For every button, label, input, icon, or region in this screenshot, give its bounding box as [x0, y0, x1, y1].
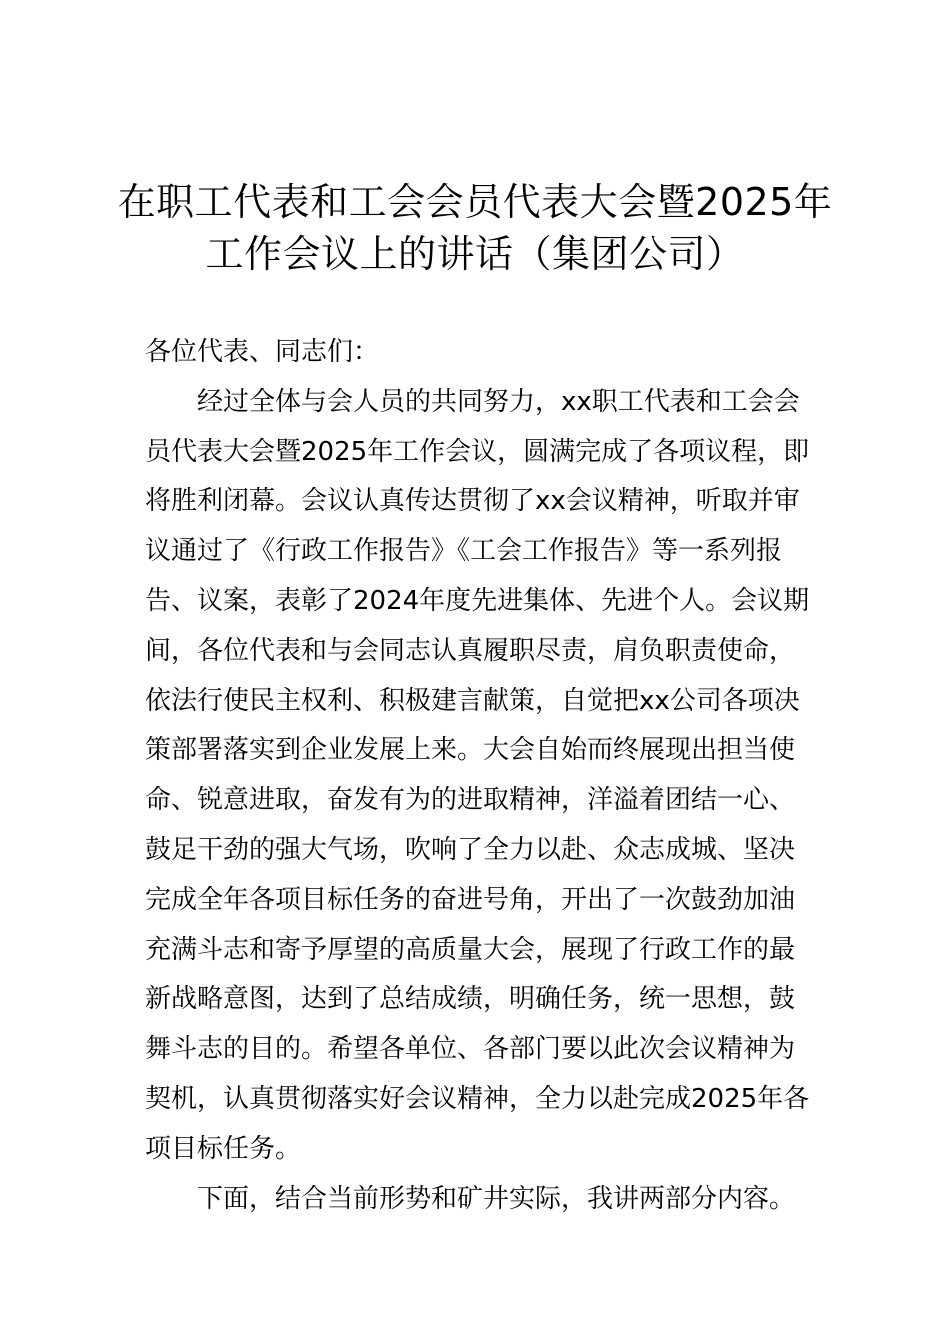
- paragraph-line: 将胜利闭幕。会议认真传达贯彻了xx会议精神，听取并审: [145, 486, 800, 517]
- document-title: [90, 176, 860, 280]
- paragraph-line: 告、议案，表彰了2024年度先进集体、先进个人。会议期: [145, 585, 810, 616]
- paragraph-line: 命、锐意进取，奋发有为的进取精神，洋溢着团结一心、: [145, 785, 796, 816]
- paragraph-line: 策部署落实到企业发展上来。大会自始而终展现出担当使: [145, 735, 796, 766]
- document-body: [145, 328, 810, 1224]
- paragraph-line: 完成全年各项目标任务的奋进号角，开出了一次鼓劲加油: [145, 884, 796, 915]
- title-line: 在职工代表和工会会员代表大会暨2025年: [117, 180, 833, 224]
- paragraph-line: 员代表大会暨2025年工作会议，圆满完成了各项议程，即: [145, 436, 810, 467]
- paragraph-line: 舞斗志的目的。希望各单位、各部门要以此次会议精神为: [145, 1034, 796, 1065]
- paragraph-line: 间，各位代表和与会同志认真履职尽责，肩负职责使命，: [145, 635, 796, 666]
- paragraph-line: 经过全体与会人员的共同努力，xx职工代表和工会会: [197, 386, 800, 417]
- paragraph-line: 依法行使民主权利、积极建言献策，自觉把xx公司各项决: [145, 685, 800, 716]
- paragraph-1: [145, 378, 810, 1175]
- paragraph-line: 契机，认真贯彻落实好会议精神，全力以赴完成2025年各: [145, 1083, 810, 1114]
- paragraph-line: 新战略意图，达到了总结成绩，明确任务，统一思想，鼓: [145, 984, 796, 1015]
- paragraph-2: 下面，结合当前形势和矿井实际，我讲两部分内容。: [197, 1183, 796, 1214]
- paragraph-line: 鼓足干劲的强大气场，吹响了全力以赴、众志成城、坚决: [145, 834, 796, 865]
- paragraph-line: 项目标任务。: [145, 1133, 302, 1164]
- salutation: 各位代表、同志们：: [145, 337, 380, 367]
- paragraph-line: 议通过了《行政工作报告》《工会工作报告》等一系列报: [145, 536, 783, 567]
- title-line: 工作会议上的讲话（集团公司）: [205, 232, 745, 276]
- paragraph-line: 充满斗志和寄予厚望的高质量大会，展现了行政工作的最: [145, 934, 796, 965]
